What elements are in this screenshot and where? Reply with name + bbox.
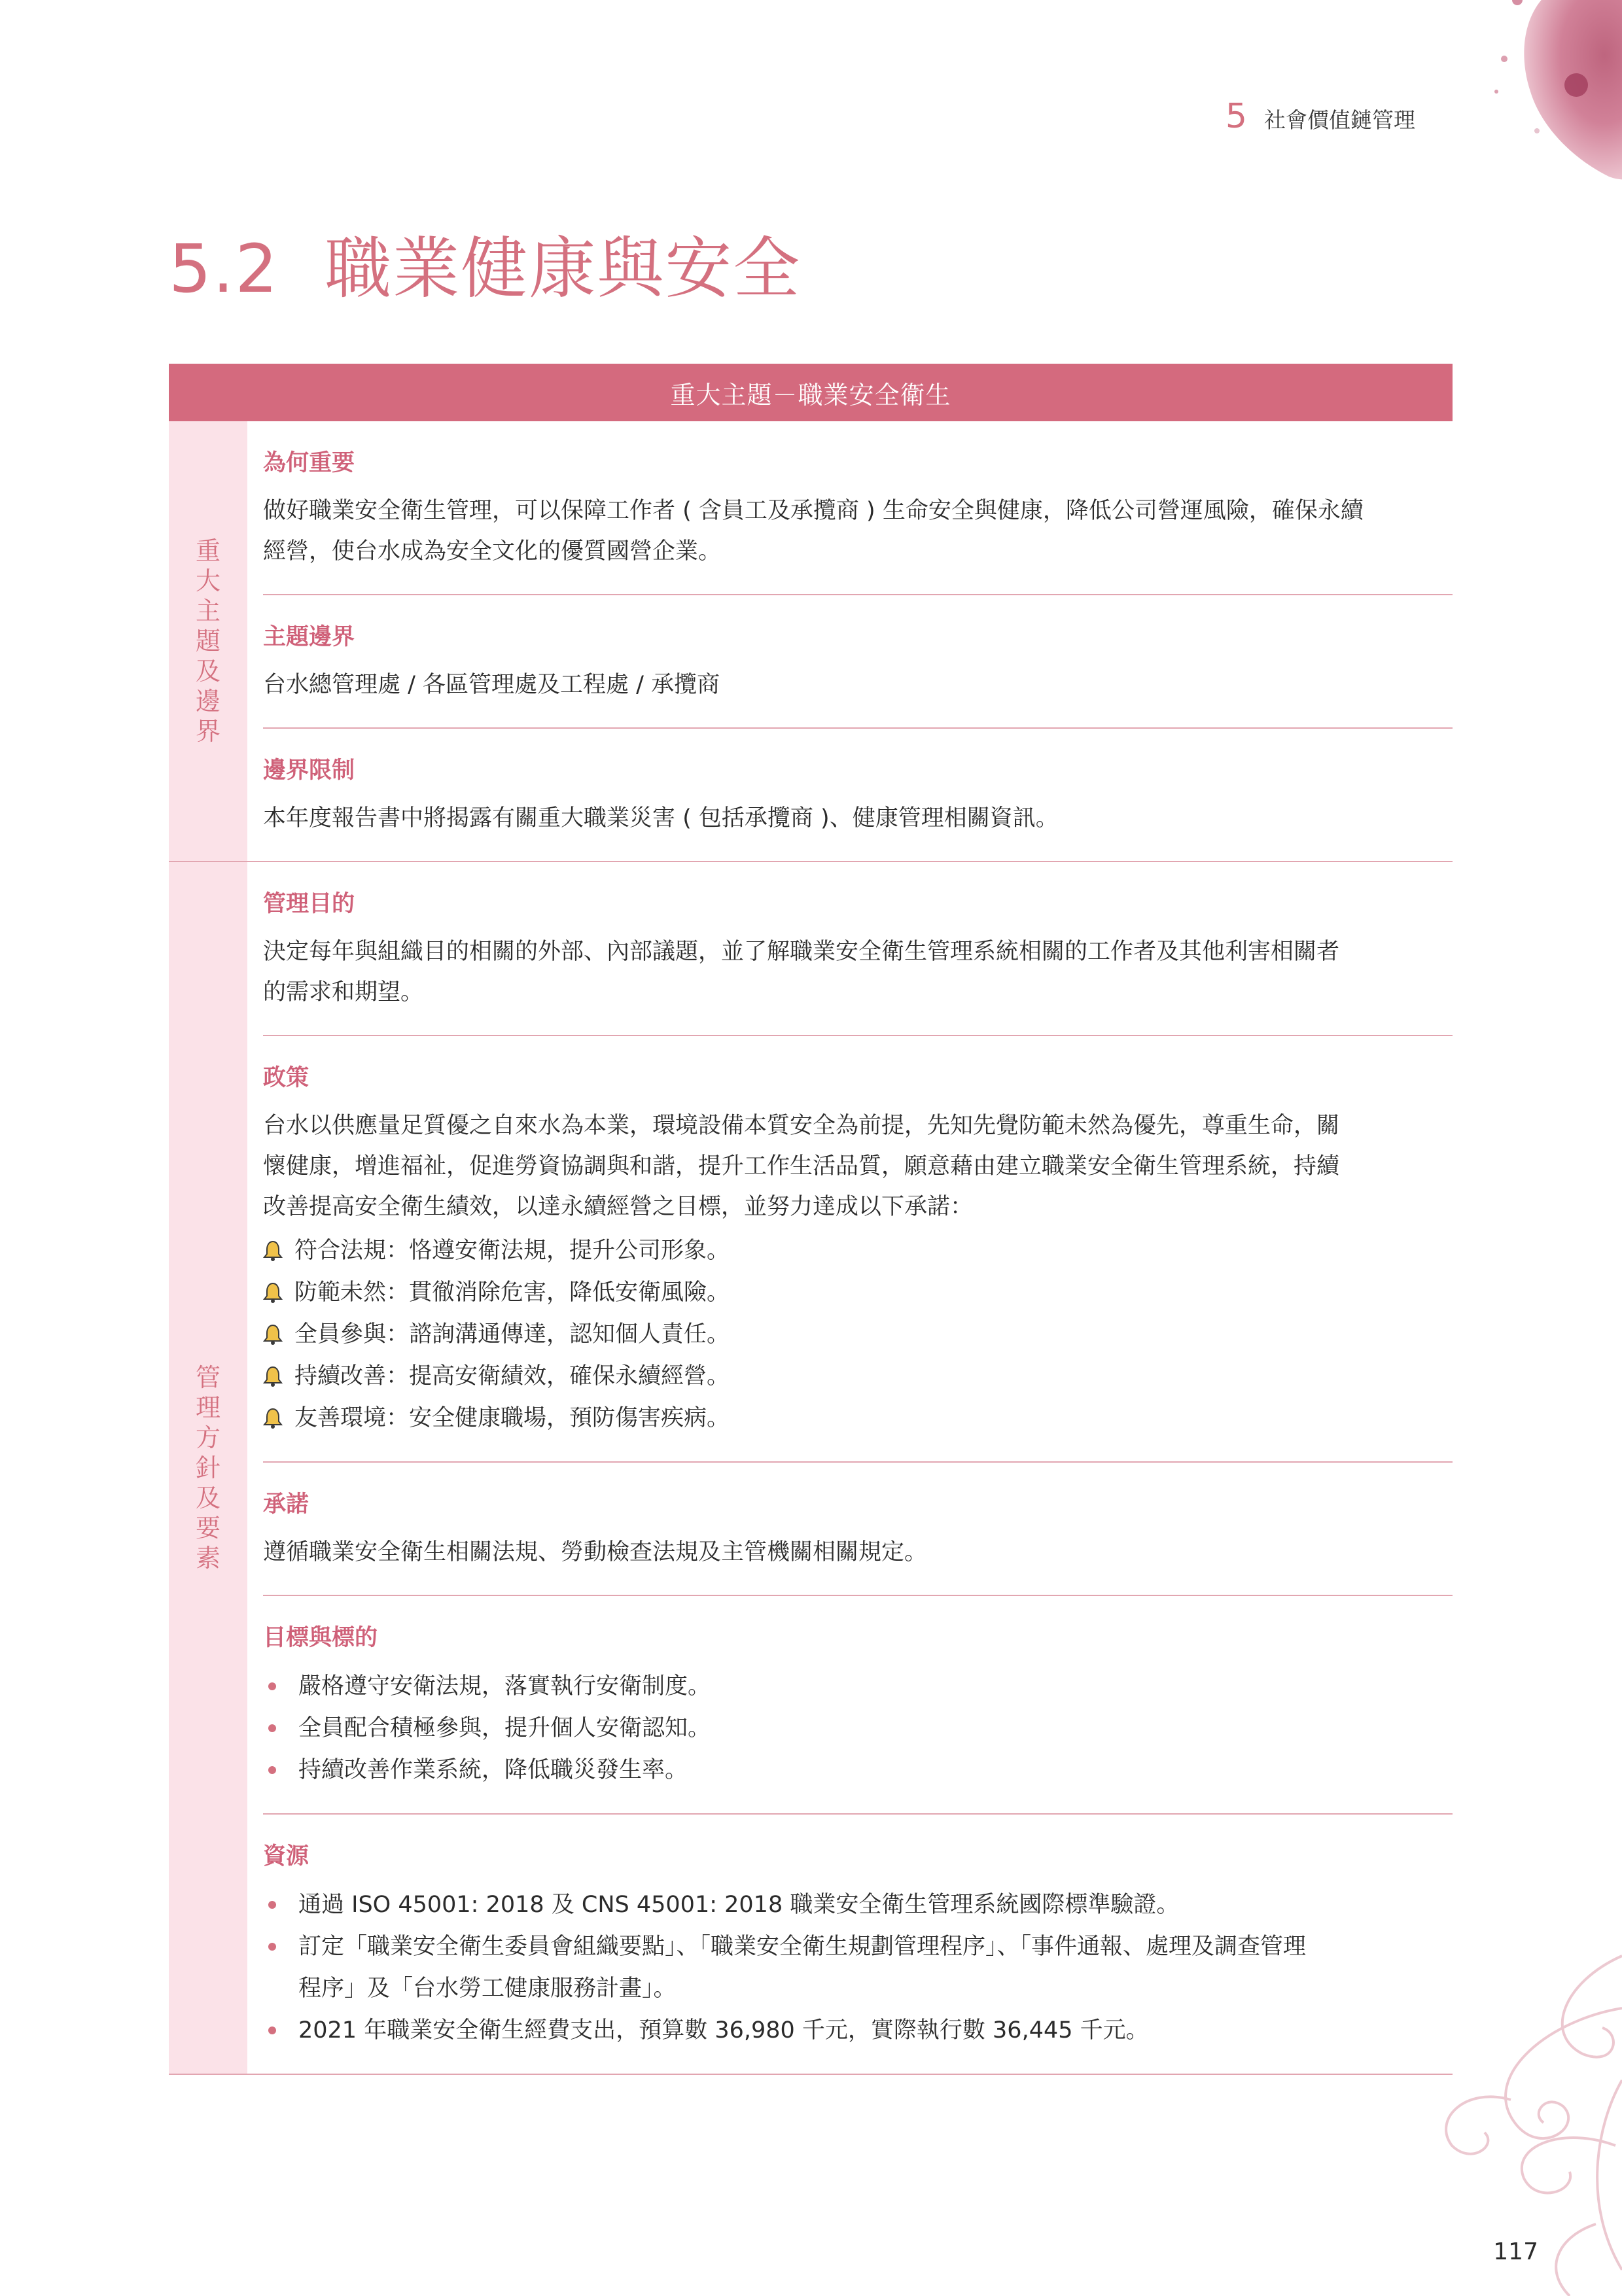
chapter-header xyxy=(1225,97,1415,136)
list-item xyxy=(263,1230,1453,1272)
bell-icon xyxy=(263,1272,294,1313)
block-text xyxy=(263,491,1453,572)
text-line: 台水總管理處 / 各區管理處及工程處 / 承攬商 xyxy=(263,672,720,698)
table-heading: 重大主題－職業安全衛生 xyxy=(169,364,1453,421)
group-body xyxy=(247,421,1453,861)
text-line: 訂定「職業安全衛生委員會組織要點」、「職業安全衛生規劃管理程序」、「事件通報、處理及調查管理 xyxy=(298,1934,1307,1960)
list-item xyxy=(263,1926,1453,2009)
block-policy xyxy=(263,1036,1453,1463)
bell-icon xyxy=(263,1355,294,1397)
dot-icon xyxy=(263,1665,298,1707)
group-label: 重大主題及邊界 xyxy=(195,536,220,746)
group-label-cell xyxy=(169,421,247,861)
block-why-important xyxy=(263,421,1453,595)
block-title: 政策 xyxy=(263,1065,309,1091)
chapter-number: 5 xyxy=(1225,97,1247,136)
list-item xyxy=(263,1707,1453,1749)
resources-list xyxy=(263,1884,1453,2051)
bell-icon xyxy=(263,1230,294,1272)
dot-icon xyxy=(263,1749,298,1791)
text-line: 決定每年與組織目的相關的外部、內部議題，並了解職業安全衛生管理系統相關的工作者及其他利害相關者 xyxy=(263,939,1340,965)
block-title: 為何重要 xyxy=(263,450,355,476)
list-item-text: 2021 年職業安全衛生經費支出，預算數 36,980 千元，實際執行數 36,445 千元。 xyxy=(298,2017,1149,2044)
text-line: 的需求和期望。 xyxy=(263,979,424,1005)
section-title: 職業健康與安全 xyxy=(325,230,802,308)
list-item-text: 持續改善作業系統，降低職災發生率。 xyxy=(298,1757,688,1783)
block-title: 承諾 xyxy=(263,1491,309,1518)
block-resources xyxy=(263,1815,1453,2074)
dot-icon xyxy=(263,2009,298,2051)
text-line: 台水以供應量足質優之自來水為本業，環境設備本質安全為前提，先知先覺防範未然為優先，尊重生命，關 xyxy=(263,1113,1340,1139)
text-line: 改善提高安全衛生績效，以達永續經營之目標，並努力達成以下承諾： xyxy=(263,1194,974,1220)
list-item-text: 符合法規：恪遵安衛法規，提升公司形象。 xyxy=(294,1238,730,1264)
block-text xyxy=(263,931,1453,1013)
topic-table xyxy=(169,364,1453,2075)
group-label: 管理方針及要素 xyxy=(195,1363,220,1573)
block-title: 目標與標的 xyxy=(263,1625,378,1651)
list-item-text: 友善環境：安全健康職場，預防傷害疾病。 xyxy=(294,1405,730,1431)
list-item xyxy=(263,1749,1453,1791)
text-line: 做好職業安全衛生管理，可以保障工作者 ( 含員工及承攬商 ) 生命安全與健康，降低公司營運風險，確保永續 xyxy=(263,498,1364,524)
block-text xyxy=(263,1532,1453,1573)
text-line: 程序」及「台水勞工健康服務計畫」。 xyxy=(298,1975,677,2002)
block-topic-boundary xyxy=(263,595,1453,729)
block-text xyxy=(263,1105,1453,1227)
list-item-text: 防範未然：貫徹消除危害，降低安衛風險。 xyxy=(294,1279,730,1306)
list-item xyxy=(263,1355,1453,1397)
group-body xyxy=(247,862,1453,2074)
goals-list xyxy=(263,1665,1453,1791)
block-text xyxy=(263,665,1453,705)
block-boundary-limits xyxy=(263,729,1453,861)
block-commitment xyxy=(263,1463,1453,1596)
text-line: 經營，使台水成為安全文化的優質國營企業。 xyxy=(263,538,722,565)
dot-icon xyxy=(263,1926,298,1968)
text-line: 本年度報告書中將揭露有關重大職業災害 ( 包括承攬商 )、健康管理相關資訊。 xyxy=(263,805,1059,831)
section-number: 5.2 xyxy=(169,230,279,308)
page-number: 117 xyxy=(1493,2238,1538,2265)
list-item xyxy=(263,1397,1453,1439)
block-management-purpose xyxy=(263,862,1453,1036)
block-goals-targets xyxy=(263,1596,1453,1815)
list-item-text: 持續改善：提高安衛績效，確保永續經營。 xyxy=(294,1363,730,1389)
bell-icon xyxy=(263,1313,294,1355)
list-item xyxy=(263,1884,1453,1926)
block-text xyxy=(263,798,1453,839)
table-group-management-approach xyxy=(169,862,1453,2075)
policy-commitments-list xyxy=(263,1230,1453,1439)
text-line: 懷健康，增進福祉，促進勞資協調與和諧，提升工作生活品質，願意藉由建立職業安全衛生管理系統，持續 xyxy=(263,1153,1340,1179)
list-item xyxy=(263,1665,1453,1707)
dot-icon xyxy=(263,1884,298,1926)
block-title: 邊界限制 xyxy=(263,757,355,784)
block-title: 主題邊界 xyxy=(263,624,355,650)
section-heading xyxy=(169,216,801,311)
list-item-text: 全員參與：諮詢溝通傳達，認知個人責任。 xyxy=(294,1321,730,1348)
block-title: 資源 xyxy=(263,1843,309,1870)
dot-icon xyxy=(263,1707,298,1749)
list-item xyxy=(263,1272,1453,1313)
list-item-text xyxy=(298,1926,1306,2009)
ink-splash-decoration xyxy=(1478,0,1622,235)
table-group-topic-boundary xyxy=(169,421,1453,862)
block-title: 管理目的 xyxy=(263,891,355,917)
group-label-cell xyxy=(169,862,247,2074)
list-item xyxy=(263,1313,1453,1355)
list-item-text: 通過 ISO 45001: 2018 及 CNS 45001: 2018 職業安全衛生管理系統國際標準驗證。 xyxy=(298,1892,1180,1918)
list-item-text: 全員配合積極參與，提升個人安衛認知。 xyxy=(298,1715,711,1741)
list-item xyxy=(263,2009,1453,2051)
list-item-text: 嚴格遵守安衛法規，落實執行安衛制度。 xyxy=(298,1673,711,1699)
text-line: 遵循職業安全衛生相關法規、勞動檢查法規及主管機關相關規定。 xyxy=(263,1539,928,1565)
bell-icon xyxy=(263,1397,294,1439)
chapter-title: 社會價值鏈管理 xyxy=(1264,107,1415,133)
